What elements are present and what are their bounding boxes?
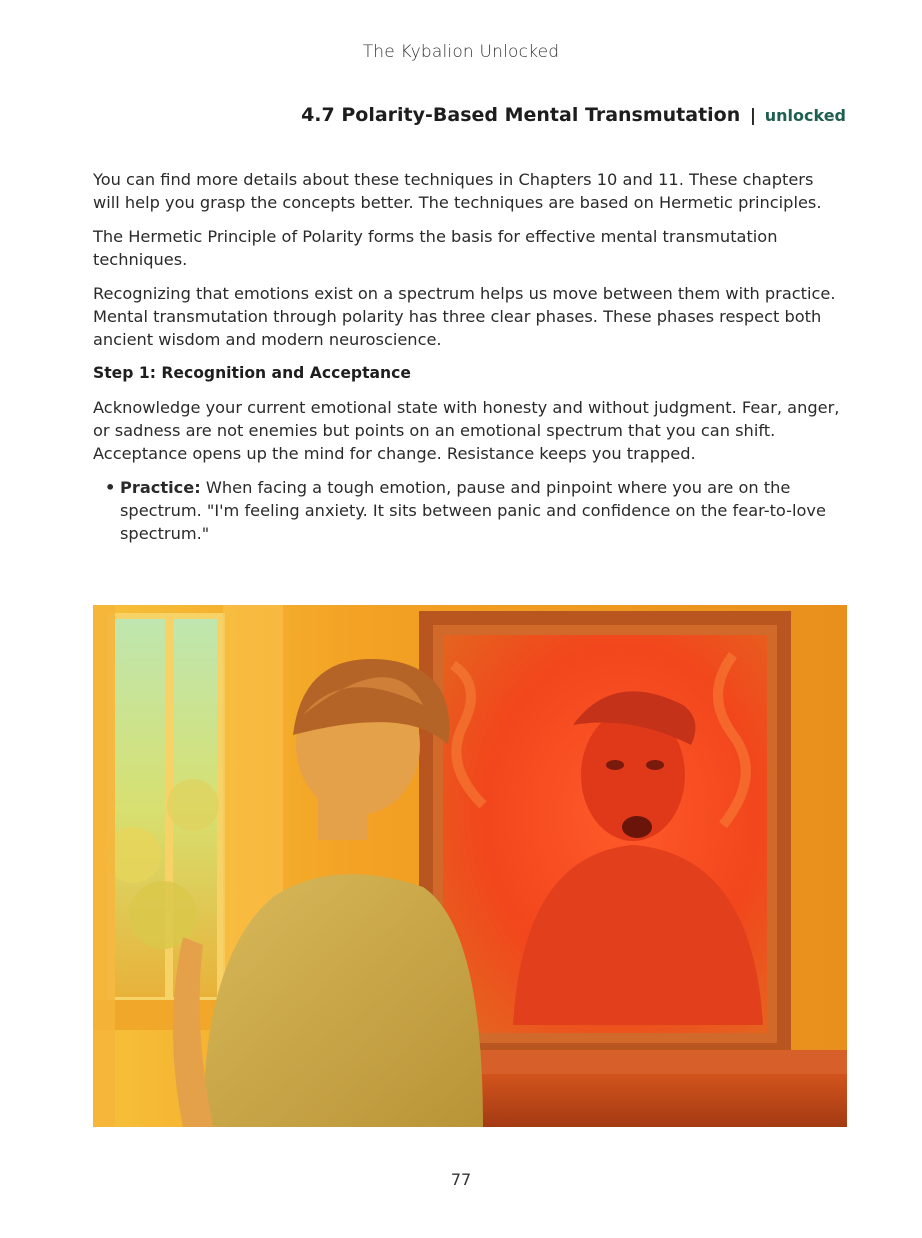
title-separator: | xyxy=(749,106,757,126)
mirror-scene xyxy=(93,605,847,1127)
page-number: 77 xyxy=(450,1170,472,1189)
body-text xyxy=(93,168,845,545)
practice-label: Practice: xyxy=(120,478,201,497)
section-heading xyxy=(301,104,846,126)
unlocked-tag: unlocked xyxy=(764,106,846,125)
running-head: The Kybalion Unlocked xyxy=(362,42,560,62)
paragraph-3: Recognizing that emotions exist on a spectrum helps us move between them with practice. Mental transmutation through polarity has three clear phases. These phases respect both ancient wisdom and modern neuroscience. xyxy=(93,284,836,349)
paragraph-2: The Hermetic Principle of Polarity forms the basis for effective mental transmutation techniques. xyxy=(93,227,778,269)
section-title: 4.7 Polarity-Based Mental Transmutation xyxy=(301,104,741,126)
practice-item xyxy=(120,476,845,545)
step-1-text: Acknowledge your current emotional state with honesty and without judgment. Fear, anger, or sadness are not enemies but points on an emotional spectrum that you can shift. Acceptance opens up the mind for change. Resistance keeps you trapped. xyxy=(93,398,840,463)
paragraph-1: You can find more details about these techniques in Chapters 10 and 11. These chapters will help you grasp the concepts better. The techniques are based on Hermetic principles. xyxy=(93,170,822,212)
step-1-heading: Step 1: Recognition and Acceptance xyxy=(93,364,411,382)
mirror xyxy=(419,611,791,1057)
practice-text: When facing a tough emotion, pause and pinpoint where you are on the spectrum. "I'm feeling anxiety. It sits between panic and confidence on the fear-to-love spectrum." xyxy=(120,478,826,543)
mirror-illustration xyxy=(93,605,847,1127)
practice-list xyxy=(93,476,845,545)
